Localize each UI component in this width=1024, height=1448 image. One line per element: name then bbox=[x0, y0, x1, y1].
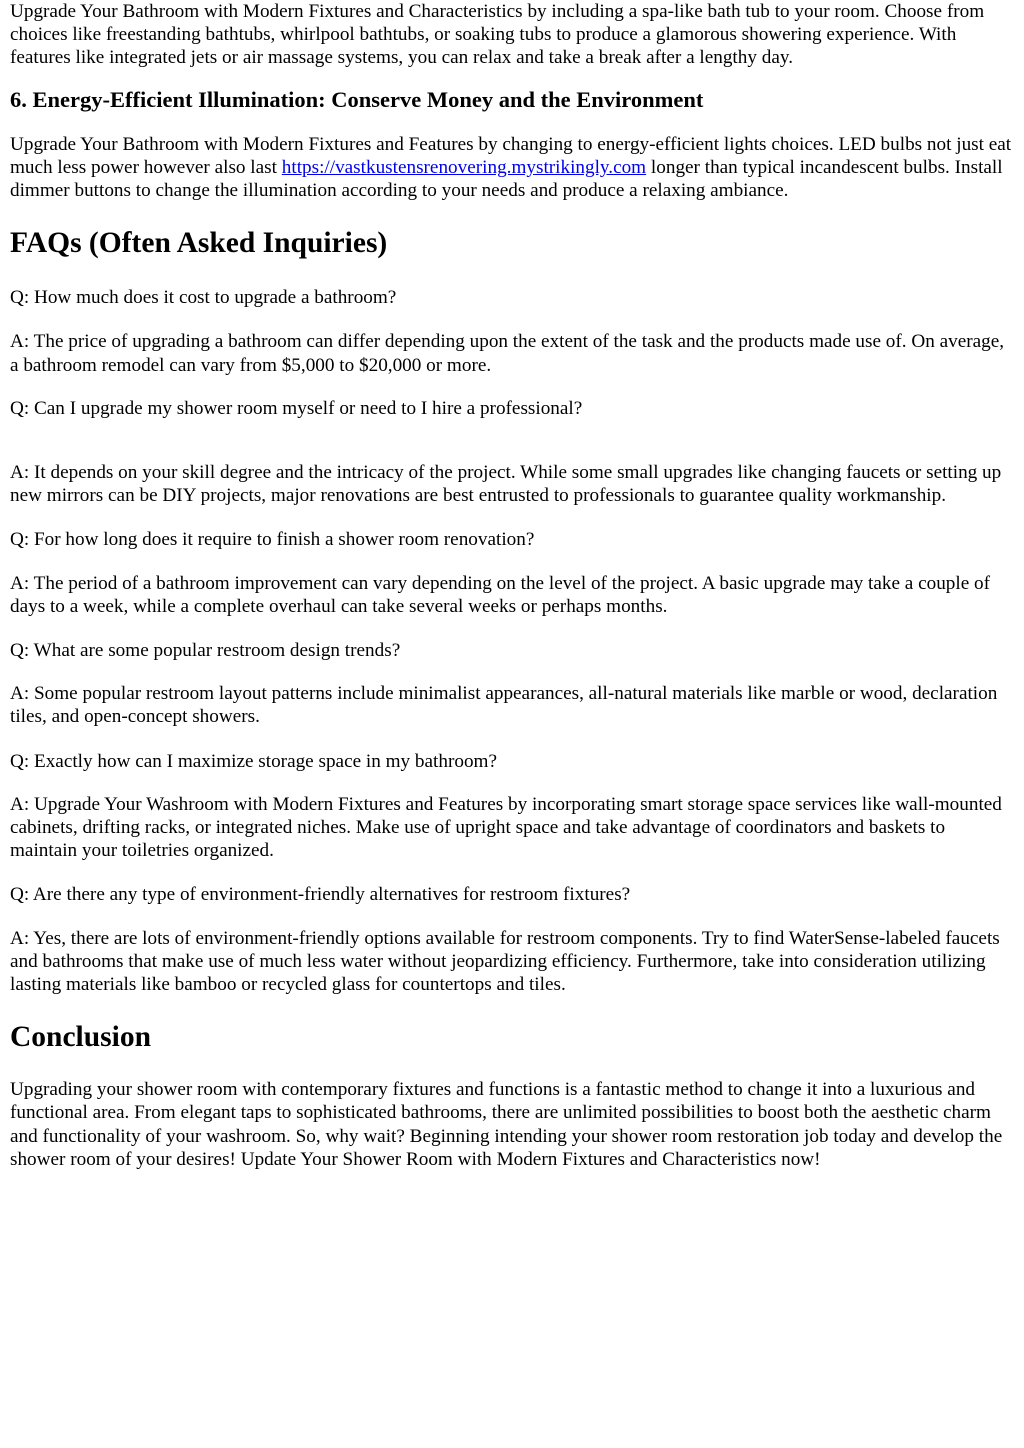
intro-paragraph: Upgrade Your Bathroom with Modern Fixtures and Characteristics by including a spa-like bath tub to your room. Choose from choices like freestanding bathtubs, whirlpool bathtubs, or soaking tubs to produce a glamorous showering experience. With features like integrated jets or air massage systems, you can relax and take a break after a lengthy day. bbox=[10, 1, 985, 69]
faq-answer: A: The period of a bathroom improvement can vary depending on the level of the project. A basic upgrade may take a couple of days to a week, while a complete overhaul can take several weeks or perhaps months. bbox=[10, 572, 991, 617]
energy-paragraph bbox=[10, 133, 1014, 203]
faq-heading: FAQs (Often Asked Inquiries) bbox=[10, 227, 388, 260]
vastkustensrenovering-link[interactable]: https://vastkustensrenovering.mystrikingly.com bbox=[281, 156, 647, 178]
faq-answer: A: Yes, there are lots of environment-friendly options available for restroom components. Try to find WaterSense-labeled faucets and bathrooms that make use of much less water without jeopardizing efficiency. Furthermore, take into consideration utilizing lasting materials like bamboo or recycled glass for countertops and tiles. bbox=[10, 927, 1000, 996]
faq-question: Q: Are there any type of environment-friendly alternatives for restroom fixtures? bbox=[10, 884, 631, 906]
conclusion-paragraph: Upgrading your shower room with contemporary fixtures and functions is a fantastic method to change it into a luxurious and functional area. From elegant taps to sophisticated bathrooms, there are unlimited possibilities to boost both the aesthetic charm and functionality of your washroom. So, why wait? Beginning intending your shower room restoration job today and develop the shower room of your desires! Update Your Shower Room with Modern Fixtures and Characteristics now! bbox=[10, 1079, 1003, 1170]
faq-answer: A: The price of upgrading a bathroom can differ depending upon the extent of the task and the products made use of. On average, a bathroom remodel can vary from $5,000 to $20,000 or more. bbox=[10, 331, 1005, 376]
faq-question: Q: For how long does it require to finish a shower room renovation? bbox=[10, 529, 535, 551]
energy-section-heading: 6. Energy-Efficient Illumination: Conserve Money and the Environment bbox=[10, 86, 704, 112]
faq-answer: A: It depends on your skill degree and the intricacy of the project. While some small upgrades like changing faucets or setting up new mirrors can be DIY projects, major renovations are best entrusted to professionals to guarantee quality workmanship. bbox=[10, 462, 1002, 507]
faq-question: Q: Exactly how can I maximize storage space in my bathroom? bbox=[10, 750, 497, 772]
energy-text-before-link: Upgrade Your Bathroom with Modern Fixtures and Features by changing to energy-efficient lights choices. LED bulbs not just eat much less power however also last bbox=[10, 133, 1012, 178]
faq-answer: A: Upgrade Your Washroom with Modern Fixtures and Features by incorporating smart storage space services like wall-mounted cabinets, drifting racks, or integrated niches. Make use of upright space and take advantage of coordinators and baskets to maintain your toiletries organized. bbox=[10, 793, 1002, 862]
faq-question: Q: Can I upgrade my shower room myself or need to I hire a professional? bbox=[10, 397, 583, 419]
faq-question: Q: How much does it cost to upgrade a bathroom? bbox=[10, 287, 397, 309]
faq-question: Q: What are some popular restroom design trends? bbox=[10, 640, 401, 662]
faq-answer: A: Some popular restroom layout patterns include minimalist appearances, all-natural materials like marble or wood, declaration tiles, and open-concept showers. bbox=[10, 683, 998, 728]
conclusion-heading: Conclusion bbox=[10, 1021, 151, 1054]
energy-text-after-link: longer than typical incandescent bulbs. Install dimmer buttons to change the illumination according to your needs and produce a relaxing ambiance. bbox=[10, 156, 1003, 202]
